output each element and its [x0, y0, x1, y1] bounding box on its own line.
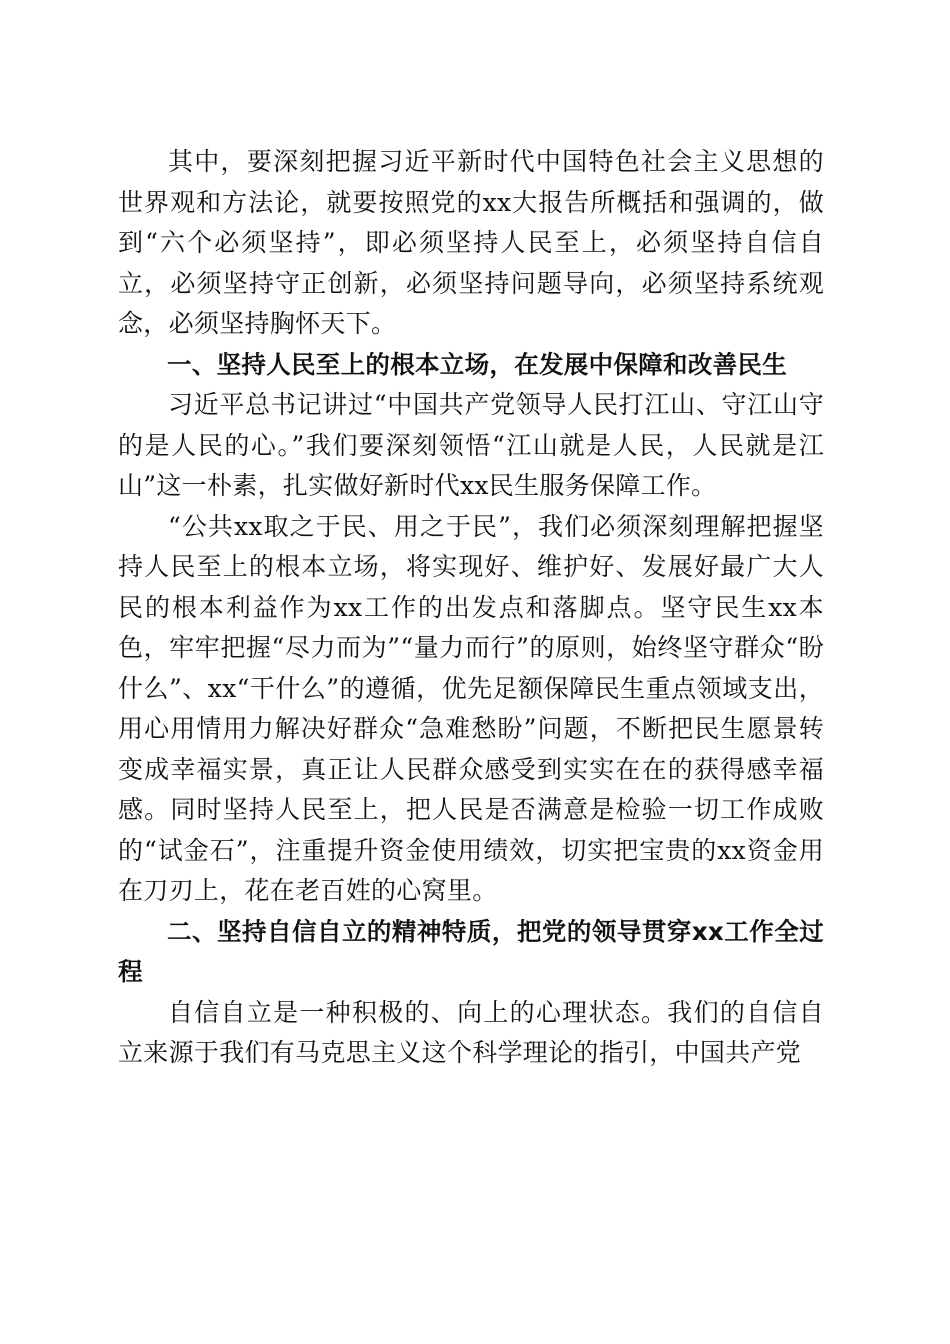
paragraph-section1-quote: 习近平总书记讲过“中国共产党领导人民打江山、守江山守的是人民的心。”我们要深刻领悟“江山就是人民，人民就是江山”这一朴素，扎实做好新时代xx民生服务保障工作。	[118, 390, 824, 500]
paragraph-section1-body: “公共xx取之于民、用之于民”，我们必须深刻理解把握坚持人民至上的根本立场，将实现好、维护好、发展好最广大人民的根本利益作为xx工作的出发点和落脚点。坚守民生xx本色，牢牢把握“尽力而为”“量力而行”的原则，始终坚守群众“盼什么”、xx“干什么”的遵循，优先足额保障民生重点领域支出，用心用情用力解决好群众“急难愁盼”问题，不断把民生愿景转变成幸福实景，真正让人民群众感受到实实在在的获得感幸福感。同时坚持人民至上，把人民是否满意是检验一切工作成败的“试金石”，注重提升资金使用绩效，切实把宝贵的xx资金用在刀刃上，花在老百姓的心窝里。	[118, 511, 824, 905]
document-page	[118, 142, 824, 1074]
paragraph-intro: 其中，要深刻把握习近平新时代中国特色社会主义思想的世界观和方法论，就要按照党的xx大报告所概括和强调的，做到“六个必须坚持”，即必须坚持人民至上，必须坚持自信自立，必须坚持守正创新，必须坚持问题导向，必须坚持系统观念，必须坚持胸怀天下。	[118, 147, 824, 338]
paragraph-section2-body: 自信自立是一种积极的、向上的心理状态。我们的自信自立来源于我们有马克思主义这个科学理论的指引，中国共产党	[118, 997, 824, 1067]
section-heading-2: 二、坚持自信自立的精神特质，把党的领导贯穿xx工作全过程	[118, 916, 824, 986]
section-heading-1: 一、坚持人民至上的根本立场，在发展中保障和改善民生	[167, 349, 787, 379]
